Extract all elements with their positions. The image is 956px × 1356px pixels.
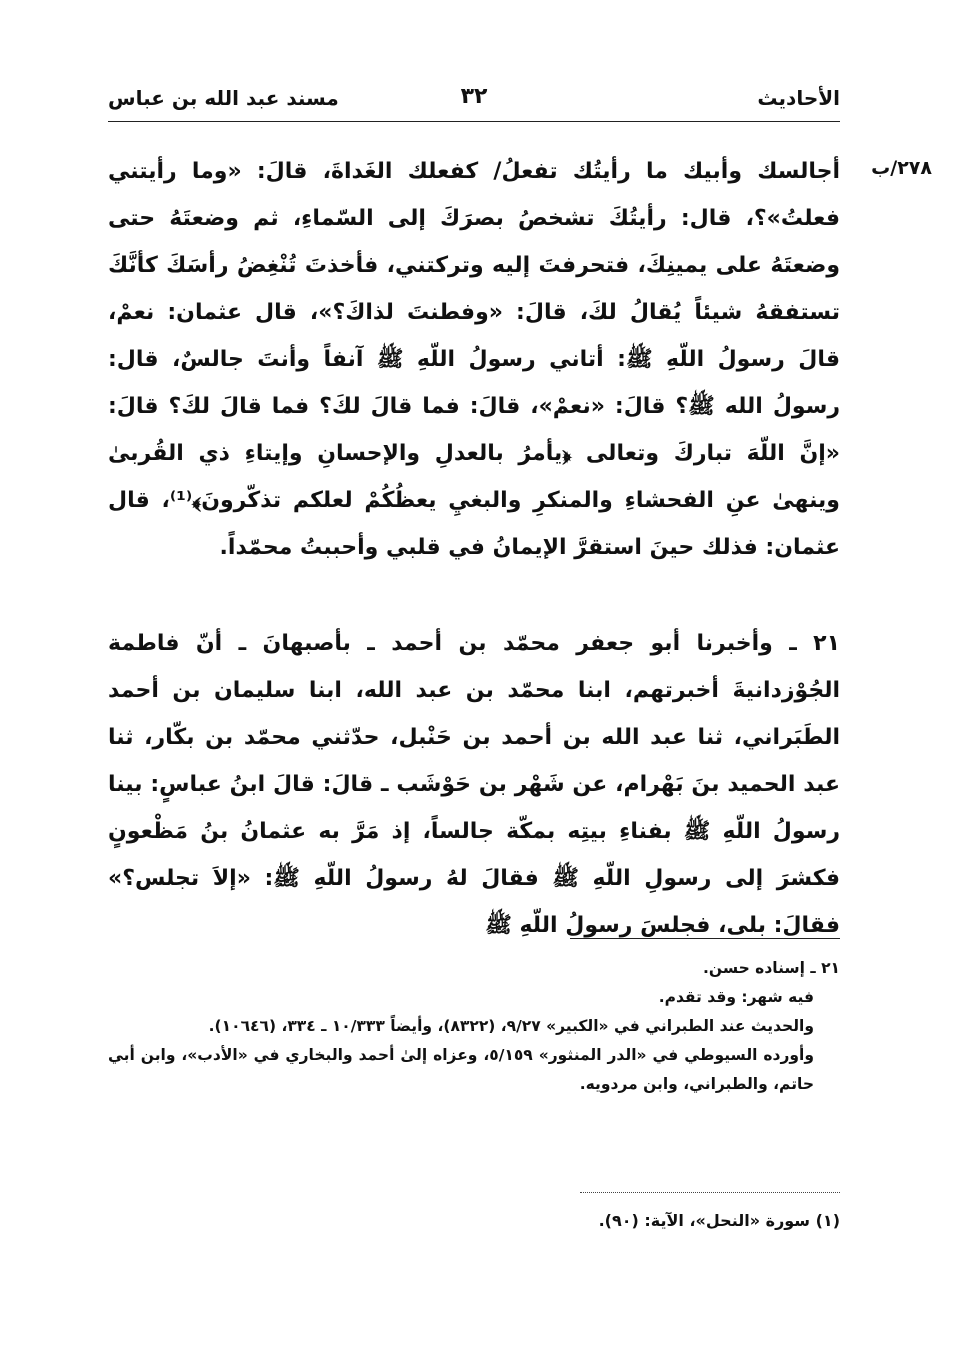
page-number: ٣٢ [460, 84, 488, 109]
manuscript-folio-note: ٢٧٨/ب [871, 157, 932, 179]
footnote-line: والحديث عند الطبراني في «الكبير» ٩/٢٧، (٨٣٢٢)، وأيضاً ١٠/٣٣٣ ـ ٣٣٤، (١٠٦٤٦). [208, 1017, 814, 1035]
footnotes [108, 954, 840, 1099]
footnote-divider [570, 938, 840, 939]
footnote-line: فيه شهر: وقد تقدم. [658, 988, 814, 1006]
running-header [108, 82, 840, 116]
footnote-line: ٢١ ـ إسناده حسن. [703, 959, 840, 977]
quran-note-divider [580, 1192, 840, 1193]
header-divider [108, 121, 840, 122]
paragraph-1: أجالسك وأبيك ما رأيتُك تفعلُ/ كفعلك الغَداةَ، قالَ: «وما رأيتني فعلتُ»؟، قال: رأيتُكَ تشخصُ بصرَكَ إلى السّماءِ، ثم وضعتَهُ حتى وضعتَهُ على يمينِكَ، فتحرفتَ إليه وتركتني، فأخذتَ تُنْغِضُ رأسَكَ كأنَّكَ تستفقهُ شيئاً يُقالُ لكَ، قالَ: «وفطنتَ لذاكَ؟»، قال عثمان: نعمْ، قالَ رسولُ اللّهِ ﷺ: أتاني رسولُ اللّهِ ﷺ آنفاً وأنتَ جالسٌ، قال: رسولُ الله ﷺ؟ قالَ: «نعمْ»، قالَ: فما قالَ لكَ؟ فما قالَ لكَ؟ قالَ: «إنَّ اللّهَ تباركَ وتعالى ﴿يأمرُ بالعدلِ والإحسانِ وإيتاءِ ذي القُربىٰ وينهىٰ عنِ الفحشاءِ والمنكرِ والبغيِ يعظُكُمْ لعلكم تذكّرونَ﴾⁽¹⁾، قال عثمان: فذلك حينَ استقرَّ الإيمانُ في قلبي وأحببتُ محمّداً. [108, 159, 840, 560]
quran-reference-note: (١) سورة «النحل»، الآية: (٩٠). [598, 1211, 840, 1230]
hadith-text-continuation [108, 148, 840, 571]
book-title: مسند عبد الله بن عباس [108, 86, 339, 110]
paragraph-2: ٢١ ـ وأخبرنا أبو جعفر محمّد بن أحمد ـ بأصبهانَ ـ أنّ فاطمة الجُوْزدانيةَ أخبرتهم، ابنا محمّد بن عبد الله، ابنا سليمان بن أحمد الطَبَراني، ثنا عبد الله بن أحمد بن حَنْبل، حدّثني محمّد بن بكّار، ثنا عبد الحميد بنَ بَهْرام، عن شَهْر بن حَوْشَب ـ قالَ: قالَ ابنُ عباسٍ: بينا رسولُ اللّهِ ﷺ بفناءِ بيتِه بمكّة جالساً، إذ مَرَّ به عثمانُ بنُ مَظْعونٍ فكشرَ إلى رسولِ اللّهِ ﷺ فقالَ لهُ رسولُ اللّهِ ﷺ: «إلاَ تجلس؟» فقالَ: بلى، فجلسَ رسولُ اللّهِ ﷺ [108, 631, 840, 938]
section-title: الأحاديث [757, 86, 840, 110]
hadith-21 [108, 620, 840, 949]
footnote-line: وأورده السيوطي في «الدر المنثور» ٥/١٥٩، وعزاه إلىٰ أحمد والبخاري في «الأدب»، وابن أبي حاتم، والطبراني، وابن مردويه. [108, 1046, 815, 1093]
